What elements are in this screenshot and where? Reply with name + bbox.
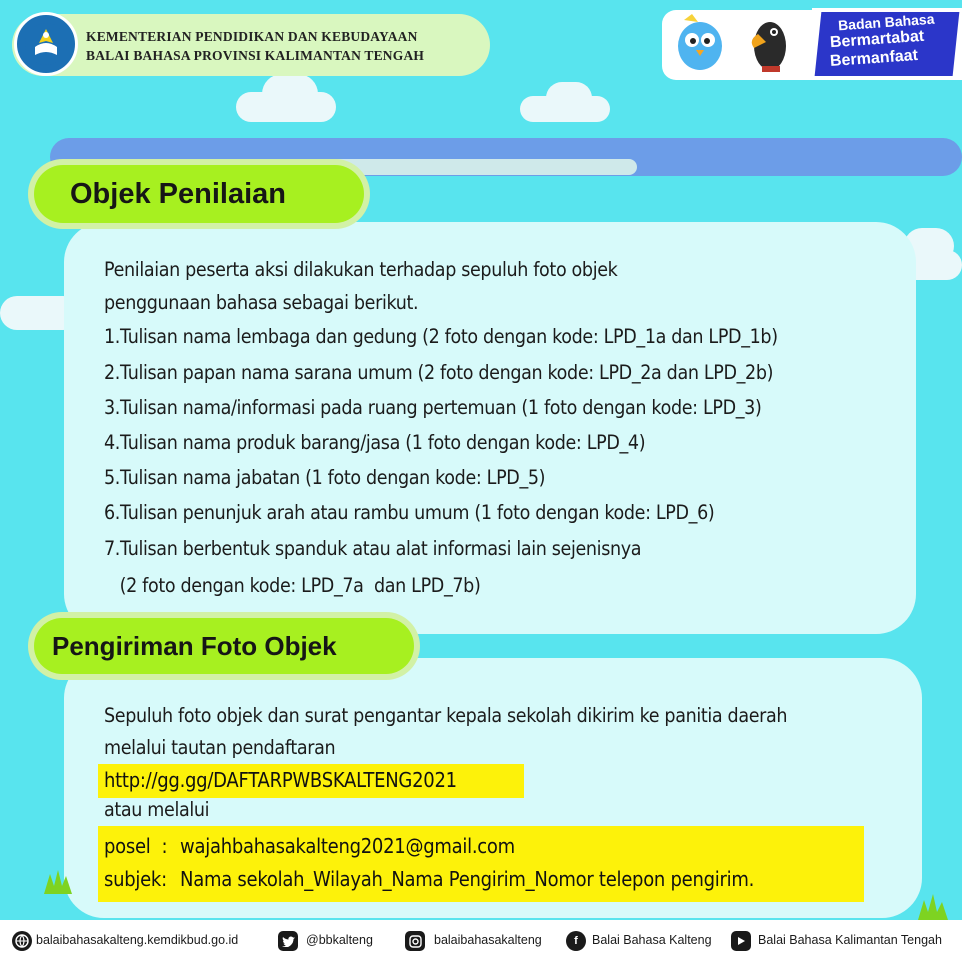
mascot-illustration-icon [662, 10, 812, 80]
email-label: posel : [104, 834, 173, 858]
grass-decoration-icon [44, 870, 72, 894]
globe-icon [12, 931, 32, 951]
badge-line2: Bermartabat [829, 27, 925, 52]
list-item: 6.Tulisan penunjuk arah atau rambu umum (1 foto dengan kode: LPD_6) [104, 501, 715, 524]
section2-line3: atau melalui [104, 798, 210, 821]
subject-format: Nama sekolah_Wilayah_Nama Pengirim_Nomor telepon pengirim. [180, 867, 755, 891]
facebook-icon: f [566, 931, 586, 951]
section2-line2: melalui tautan pendaftaran [104, 736, 336, 759]
header-org-line1: KEMENTERIAN PENDIDIKAN DAN KEBUDAYAAN [86, 29, 418, 44]
section-title-pengiriman-foto: Pengiriman Foto Objek [34, 618, 414, 674]
list-item: 4.Tulisan nama produk barang/jasa (1 foto dengan kode: LPD_4) [104, 431, 646, 454]
registration-link[interactable]: http://gg.gg/DAFTARPWBSKALTENG2021 [104, 768, 457, 792]
header-org-line2: BALAI BAHASA PROVINSI KALIMANTAN TENGAH [86, 48, 425, 63]
objek-penilaian-card [64, 222, 916, 634]
list-item: 7.Tulisan berbentuk spanduk atau alat informasi lain sejenisnya [104, 537, 642, 560]
list-item: 1.Tulisan nama lembaga dan gedung (2 foto dengan kode: LPD_1a dan LPD_1b) [104, 325, 778, 348]
footer-facebook[interactable]: Balai Bahasa Kalteng [592, 933, 712, 947]
instagram-icon [405, 931, 425, 951]
footer-instagram[interactable]: balaibahasakalteng [434, 933, 542, 947]
list-item: 5.Tulisan nama jabatan (1 foto dengan kode: LPD_5) [104, 466, 546, 489]
mascot-panel [662, 10, 812, 80]
badge-line3: Bermanfaat [829, 46, 919, 71]
cloud-decoration [262, 74, 318, 114]
subject-label: subjek: [104, 867, 173, 891]
email-address[interactable]: wajahbahasakalteng2021@gmail.com [180, 834, 515, 858]
header-banner [12, 14, 490, 76]
list-item: 2.Tulisan papan nama sarana umum (2 foto dengan kode: LPD_2a dan LPD_2b) [104, 361, 774, 384]
section1-intro-line2: penggunaan bahasa sebagai berikut. [104, 291, 419, 314]
footer-twitter[interactable]: @bbkalteng [306, 933, 373, 947]
section1-intro-line1: Penilaian peserta aksi dilakukan terhadap sepuluh foto objek [104, 258, 618, 281]
twitter-icon [278, 931, 298, 951]
footer-youtube[interactable]: Balai Bahasa Kalimantan Tengah [758, 933, 942, 947]
youtube-play-icon [731, 931, 751, 951]
list-item: (2 foto dengan kode: LPD_7a dan LPD_7b) [104, 574, 481, 597]
footer-website[interactable]: balaibahasakalteng.kemdikbud.go.id [36, 933, 239, 947]
tut-wuri-handayani-logo [14, 12, 78, 76]
section2-line1: Sepuluh foto objek dan surat pengantar kepala sekolah dikirim ke panitia daerah [104, 704, 788, 727]
badge-line1: Badan Bahasa [837, 10, 935, 34]
grass-decoration-icon [918, 894, 948, 920]
ministry-emblem-icon [23, 21, 69, 67]
list-item: 3.Tulisan nama/informasi pada ruang pertemuan (1 foto dengan kode: LPD_3) [104, 396, 762, 419]
section-title-objek-penilaian: Objek Penilaian [34, 165, 364, 223]
cloud-decoration [546, 82, 592, 114]
